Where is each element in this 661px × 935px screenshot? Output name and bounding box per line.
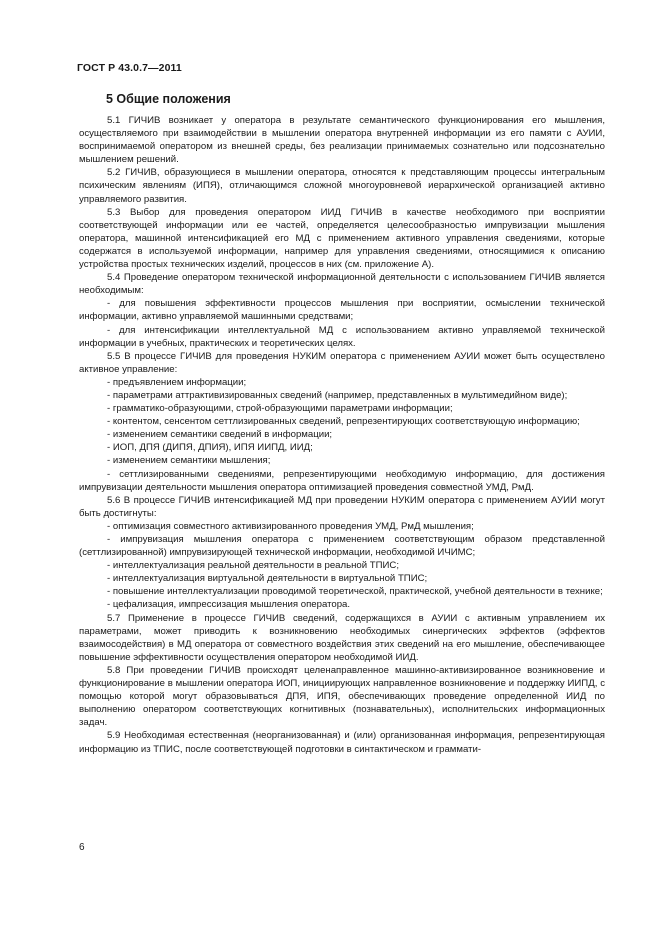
document-header-code: ГОСТ Р 43.0.7—2011 bbox=[77, 62, 182, 74]
list-item: - повышение интеллектуализации проводимой теоретической, практической, учебной деятельности в технике; bbox=[107, 586, 603, 598]
list-item: - ИОП, ДПЯ (ДИПЯ, ДПИЯ), ИПЯ ИИПД, ИИД; bbox=[107, 442, 313, 454]
paragraph-5-2: 5.2 ГИЧИВ, образующиеся в мышлении оператора, относятся к представляющим процессы интегральным психическим явлениям (ИПЯ), отличающимся сложной многоуровневой иерархической организацией активно управляемого развития. bbox=[79, 167, 605, 205]
paragraph-5-7: 5.7 Применение в процессе ГИЧИВ сведений, содержащихся в АУИИ с активным управлением их параметрами, может приводить к возникновению необходимых синергических эффектов (эффектов взаимосодействия) в МД оператора от совместного воздействия этих сведений на его мышление, обеспечивающее повышение эффективности осуществления оператором необходимой ИИД. bbox=[79, 612, 605, 663]
list-item: - для интенсификации интеллектуальной МД с использованием активно управляемой технической информации в учебных, практических и теоретических целях. bbox=[79, 324, 605, 349]
list-item: - изменением семантики мышления; bbox=[107, 455, 271, 467]
paragraph-5-5: 5.5 В процессе ГИЧИВ для проведения НУКИМ оператора с применением АУИИ может быть осуществлено активное управление: bbox=[79, 350, 605, 375]
list-item: - импрувизация мышления оператора с применением соответствующим образом представленной (сеттлизированной) импрувизирующей технической информации, необходимой ИЧИМС; bbox=[79, 534, 605, 559]
list-item: - предъявлением информации; bbox=[107, 376, 247, 388]
list-item: - параметрами аттрактивизированных сведений (например, представленных в мультимедийном виде); bbox=[107, 389, 568, 401]
section-title: 5 Общие положения bbox=[106, 92, 231, 106]
list-item: - цефализация, импрессизация мышления оператора. bbox=[107, 599, 351, 611]
paragraph-5-1: 5.1 ГИЧИВ возникает у оператора в результате семантического функционирования его мышления, осуществляемого при взаимодействии в мышлении оператора внутренней информации из его памяти с АУИИ, воспринимаемой оператором из внешней среды, без реализации принимаемых сознательно или подсознательно мышлением решений. bbox=[79, 115, 605, 166]
list-item: - для повышения эффективности процессов мышления при восприятии, осмыслении технической информации, активно управляемой машинными средствами; bbox=[79, 298, 605, 323]
paragraph-5-8: 5.8 При проведении ГИЧИВ происходят целенаправленное машинно-активизированное возникновение и функционирование в мышлении оператора ИОП, инициирующих направленное возникновение и поддержку ИИПД, с помощью которой могут образовываться ДПЯ, ИПЯ, обеспечивающих проведение определенной ИИД по выполнению оператором соответствующих когнитивных (познавательных), исполнительских информационных задач. bbox=[79, 664, 605, 729]
page-number: 6 bbox=[79, 842, 85, 853]
section-body bbox=[79, 114, 605, 756]
list-item: - контентом, сенсентом сеттлизированных сведений, репрезентирующих соответствующую информацию; bbox=[107, 416, 580, 428]
list-item: - изменением семантики сведений в информации; bbox=[107, 429, 333, 441]
paragraph-5-6: 5.6 В процессе ГИЧИВ интенсификацией МД при проведении НУКИМ оператора с применением АУИИ могут быть достигнуты: bbox=[79, 494, 605, 519]
paragraph-5-4: 5.4 Проведение оператором технической информационной деятельности с использованием ГИЧИВ является необходимым: bbox=[79, 272, 605, 297]
paragraph-5-3: 5.3 Выбор для проведения оператором ИИД ГИЧИВ в качестве необходимого при восприятии соответствующей информации или ее частей, определяется целесообразностью импрувизации мышления оператора, машинной интенсификацией его МД с применением активного управления сведениями, которые содержатся в используемой информации, например для управления сведениями, относящимися к описанию устройства простых технических изделий, процессов в них (см. приложение А). bbox=[79, 206, 605, 271]
list-item: - интеллектуализация реальной деятельности в реальной ТПИС; bbox=[107, 560, 399, 572]
list-item: - сеттлизированными сведениями, репрезентирующими необходимую информацию, для достижения импрувизации деятельности мышления оператора оптимизацией проведения совместной УМД, РмД. bbox=[79, 468, 605, 493]
list-item: - интеллектуализация виртуальной деятельности в виртуальной ТПИС; bbox=[107, 573, 428, 585]
list-item: - грамматико-образующими, строй-образующими параметрами информации; bbox=[107, 403, 453, 415]
list-item: - оптимизация совместного активизированного проведения УМД, РмД мышления; bbox=[107, 520, 474, 532]
paragraph-5-9: 5.9 Необходимая естественная (неорганизованная) и (или) организованная информация, репрезентирующая информацию из ТПИС, после соответствующей подготовки в синтактическом и граммати- bbox=[79, 730, 605, 755]
